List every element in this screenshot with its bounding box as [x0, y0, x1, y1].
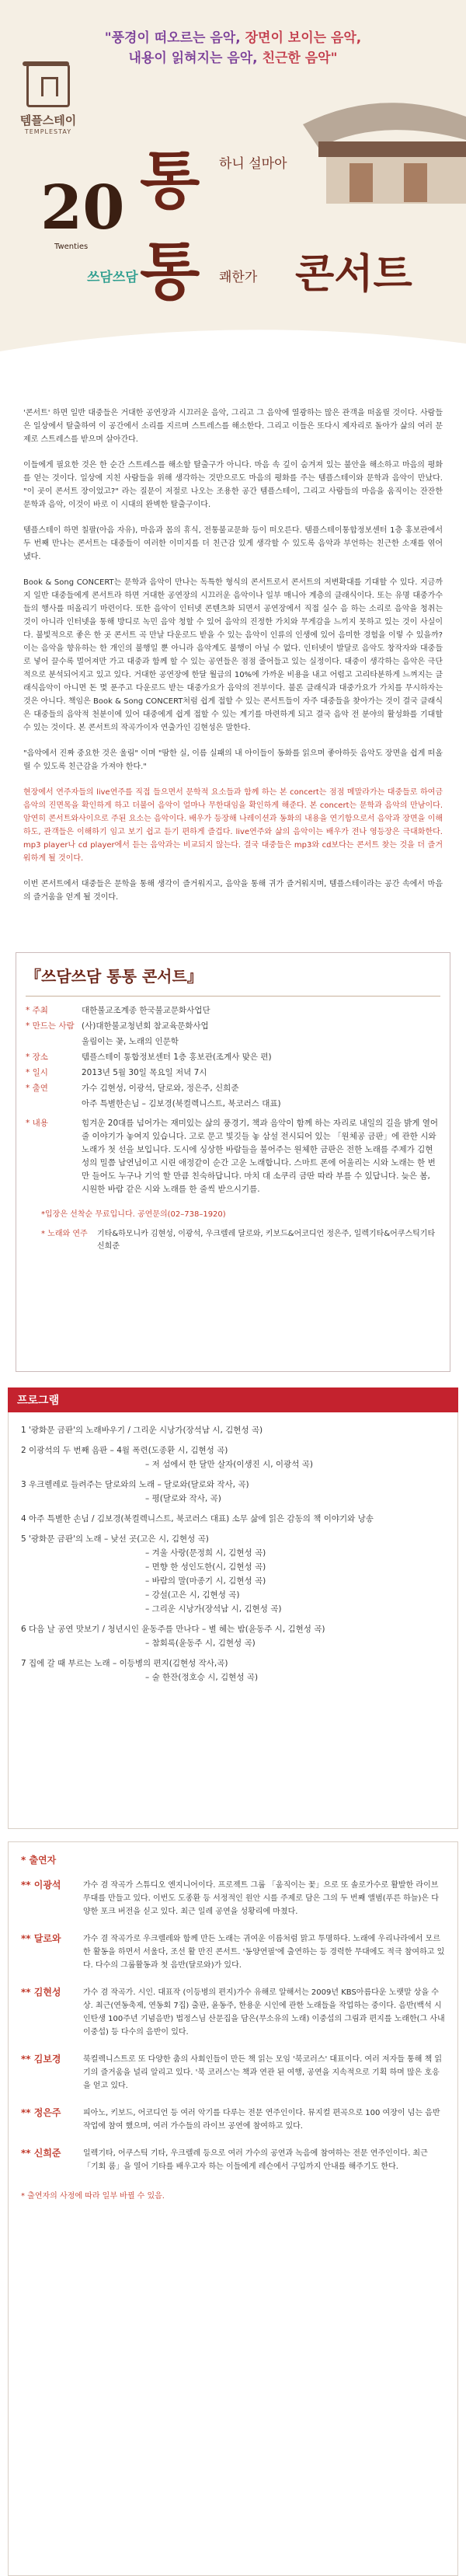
program-item: 4 아주 특별한 손님 / 김보경(북컬렉니스트, 북코러스 대표) 소무 삶에 읽은 감동의 책 이야기와 낭송: [21, 1514, 374, 1524]
info-row: [26, 1035, 440, 1049]
info-value: (사)대한불교청년회 참교육문화사업: [82, 1021, 209, 1031]
intro-paragraph: '콘서트' 하면 일반 대중들은 거대한 공연장과 시끄러운 음악, 그리고 그 음악에 열광하는 많은 관객을 떠올릴 것이다. 사람들은 일상에서 탈출하여 이 공간에서 소리를 지르며 스트레스를 해소한다. 그리고 이들은 또다시 제자리로 돌아가 삶의 여러 문제로 스트레스를 받으며 살아간다.: [23, 409, 443, 444]
headline-small-2: 쾌한가: [219, 270, 258, 285]
performer-name: ** 신희준: [21, 2148, 61, 2159]
program-subitem: – 평(달로와 작사, 곡): [145, 1494, 221, 1503]
tagline-line-1: [0, 26, 466, 46]
performers-row: [41, 1228, 440, 1253]
program-subitem: – 면향 한 성인도한(시, 김현성 곡): [145, 1562, 266, 1572]
info-key: * 출연: [26, 1084, 48, 1093]
headline-ssdam: 쓰담쓰담: [87, 270, 138, 285]
performer-name: ** 달로와: [21, 1933, 61, 1944]
performer-bio: 일렉기타, 어쿠스틱 기타, 우크렐레 등으로 여러 가수의 공연과 녹음에 참여하는 전문 연주인이다. 최근 「기회 룸」을 열어 기타를 배우고자 하는 이들에게 레슨에서 구입까지 안내를 해주기도 한다.: [83, 2149, 428, 2171]
event-title: 『쓰담쓰담 통통 콘서트』: [26, 967, 203, 986]
program-subitem: – 저 섬에서 한 달만 살자(이생진 시, 이광석 곡): [145, 1460, 313, 1469]
program-subitem: – 겨울 사랑(문정희 시, 김현성 곡): [145, 1548, 266, 1558]
headline-concert: 콘서트: [295, 251, 412, 298]
performer-bio: 피아노, 키보드, 어코디언 등 여러 악기를 다루는 전문 연주인이다. 뮤지컬 편곡으로 100 여장이 넘는 음반작업에 참여 했으며, 여러 가수들의 라이브 공연에 참여하고 있다.: [83, 2109, 440, 2131]
intro-quote: "음악에서 진짜 중요한 것은 울림" 이며 "땀한 실, 이름 실패의 내 아이들이 동화를 읽으며 좋아하듯 음악도 장면을 쉽게 떠올릴 수 있도록 친근감을 가져야 한다.": [23, 749, 443, 771]
logo-text-ko: 템플스테이: [19, 113, 77, 127]
headline-tong-1: 통: [140, 144, 200, 217]
performer-items: [21, 1879, 445, 2173]
program-item: 6 다음 날 공연 맛보기 / 청년시인 윤동주를 만나다 – 별 헤는 밤(윤동주 시, 김현성 곡): [21, 1625, 325, 1634]
performers-value: 기타&하모니카 김현성, 이광석, 우크렐레 달로와, 키보드&어코디언 정은주, 일렉기타&어쿠스틱기타 신희준: [97, 1230, 436, 1251]
info-key: * 주최: [26, 1006, 48, 1015]
program-section: [8, 1387, 458, 1829]
performer-bio: 가수 겸 작곡가. 시인. 대표작 (이등병의 편지)가수 유해로 알해서는 2009년 KBS아름다운 노랫말 상을 수상. 최근(연동축제, 연동회 7집) 출판, 윤동주, 한용운 시인에 관한 노래들을 작업하는 중이다. 음반(백석 시인탄생 100주년 기념음반) 법정스님 산문집을 담은(무소유의 노래) 이중섭의 그림과 편지를 노래한(그 사내 이중섭) 등 다수의 음반이 있다.: [83, 1988, 445, 2037]
headline-number: 20: [40, 173, 125, 243]
intro-paragraph-highlight: 현장에서 연주자들의 live연주를 직접 들으면서 문학적 요소들과 함께 하는 본 concert는 점점 메말라가는 대중들로 하여금 음악의 진면목을 확인하게 하고 더불어 음악이 얼마나 무한대임을 확인하게 해준다. 본 concert는 문학과 음악의 만남이다. 암연히 콘서트와사이으로 주된 요소는 음악이다. 배우가 등장해 나레이션과 동화의 내용을 연기함으로서 음악과 장면을 이해하도, 관객들은 이해하기 임고 보기 쉽고 듣기 편하게 즐겁다. live연주와 삶의 음악이는 배우가 전나 영등장은 극대화한다. mp3 player나 cd player에서 듣는 음악과는 비교되지 않는다. 결국 대중들은 mp3와 cd보다는 콘서트 찾는 것을 더 즐거워하게 될 것이다.: [23, 788, 443, 863]
program-item: 3 우크렐레로 들려주는 달로와의 노래 – 달로와(달로와 작사, 곡): [21, 1480, 249, 1489]
performers-key: * 노래와 연주: [41, 1230, 88, 1238]
info-row: [26, 1082, 440, 1095]
program-header: 프로그램: [8, 1387, 458, 1412]
performer-bio: 가수 겸 작곡가로 우크렐레와 함께 만든 노래는 귀여운 이름처럼 맑고 투명하다. 노래에 우리나라에서 모르 한 활동을 하면서 서울다, 조선 활 만진 콘서트. '동양연필'에 출연하는 등 경력한 무대에도 적극 참여하고 있다. 다수의 그룹활동과 첫 음반(달로와)가 있다.: [83, 1935, 445, 1970]
info-row: [26, 1020, 440, 1033]
desc-text: 힘겨운 20대를 넘어가는 재미있는 삶의 풍경기, 책과 음악이 함께 하는 자리로 내일의 길을 밝게 열어 줄 이야기가 놓여지 있습니다. 고로 문고 빛깃들 놓 삼설 전시되어 있는 「원체공 금판」에 관한 시와 노래가 첫 선을 보입니다. 도시에 싱상한 바람들을 불어주는 원체한 금판은 전한 노래를 주제가 김현성의 밀쯤 남연님이고 시린 애정같이 순간 고운 노래합니다. 스마트 폰에 어울리는 시와 노래는 한 번만 들어도 누구나 기억 할 만큼 친숙하답니다. 마치 대 소쿠리 금딴 따라 부를 수 있답니다. 늦은 봄, 시원한 바람 같은 시와 노래를 한 줄씩 받으시기를.: [82, 1119, 439, 1194]
intro-paragraph: 이번 콘서트에서 대중들은 문학을 통해 생각이 즐거워지고, 음악을 통해 귀가 즐거워지며, 템플스테이라는 공간 속에서 마음의 즐거움을 얻게 될 것이다.: [23, 880, 443, 902]
admission-note: *입장은 선착순 무료입니다. 공연문의(02–738–1920): [41, 1210, 226, 1219]
hero-banner: [0, 0, 466, 393]
divider: [26, 996, 440, 997]
program-subitem: – 술 한잔(정호승 시, 김현성 곡): [145, 1673, 259, 1682]
performer-item: [21, 1932, 445, 1972]
info-value: 아주 특별한손님 – 김보경(북컬렉니스트, 북코러스 대표): [82, 1099, 281, 1108]
tagline-part: 내용이 읽혀지는 음악,: [128, 51, 263, 66]
program-item: 1 '광화문 금판'의 노래바우기 / 그리운 시낭가(장석남 시, 김현성 곡): [21, 1426, 263, 1435]
temple-roof-illustration: [295, 93, 466, 210]
info-key: [26, 1035, 82, 1049]
temple-gate-icon: [26, 64, 70, 107]
program-subitem: – 강설(고은 시, 김현성 곡): [145, 1590, 240, 1600]
spacer: [21, 1471, 445, 1478]
info-value: 가수 김현성, 이광석, 달로와, 정은주, 신희준: [82, 1084, 239, 1093]
tagline-part: 장면이 보이는 음악,: [245, 30, 362, 46]
info-rows: [26, 1004, 440, 1111]
performer-bio: 북컬렉니스트로 또 다양한 춤의 사회인들이 만든 책 읽는 모임 '북코러스' 대표이다. 여러 저자들 통해 책 읽기의 즐거움을 널리 알리고 있다. '북 코러스'는 책과 연관 된 여행, 공연을 지속적으로 기획 하며 많은 호응을 얻고 있다.: [83, 2055, 443, 2090]
performer-item: [21, 1986, 445, 2039]
program-list: [8, 1412, 458, 1829]
intro-paragraph: 템플스테이 하면 칠팔(아음 자유), 마음과 몸의 휴식, 전통불교문화 등이 떠오른다. 템플스테이통합정보센터 1층 홍보관에서 두 번째 만나는 콘서트는 대중들이 여러한 이미지를 더 친근감 있게 생각할 수 있도록 음악과 부언하는 친근한 소재를 엮어 냈다.: [23, 526, 443, 561]
performer-item: [21, 1879, 445, 1918]
info-row: [26, 1066, 440, 1080]
desc-key: * 내용: [26, 1119, 48, 1128]
spacer: [21, 1506, 445, 1512]
spacer: [21, 1616, 445, 1622]
headline-twenties: Twenties: [54, 243, 89, 251]
info-row: [26, 1004, 440, 1017]
performer-name: ** 정은주: [21, 2107, 61, 2118]
logo-text-en: TEMPLESTAY: [24, 128, 72, 135]
headline-tong-2: 통: [140, 235, 200, 308]
spacer: [21, 1526, 445, 1532]
intro-paragraph: Book & Song CONCERT는 문학과 음악이 만나는 독특한 형식의 콘서트로서 콘서트의 저변확대를 기대할 수 있다. 지금까지 일반 대중들에게 콘서트라 하면 거대한 공연장의 시끄러운 음악이나 일부 매니아 계층의 클래식이다. 또는 유명 대중가수들의 행사를 떠올리기 마련이다. 또한 음악이 인터넷 콘텐츠화 되면서 공연장에서 직접 실수 음 하는 소리로 음악을 청취는 것이 아니라 인터넷을 통해 방디로 녹민 음악 청할 수 있어 음악의 진정한 가치와 무게감을 느끼지 못하고 있는 것이 사실이다. 불빛적으로 좋은 한 곳 콘서트 곡 만날 다운로드 받을 수 있는 음악이 인류의 인생에 있어 음미한 경험을 이렇 수 있을까? 이는 음악을 향유하는 한 개인의 불행일 뿐 아니라 음악계도 불행이 아닐 수 없다. 인터넷이 발달로 음악도 창작자와 대중들로 넣어 끌수록 멀어져만 가고 대중과 함께 할 수 있는 공연들은 점점 줄어들고 있는 실정이다. 대중이 생각하는 음악은 극단적으로 분석되어지고 있고 있다. 거대한 공연장에 한달 월급의 10%에 가까운 비용을 내고 어렵고 고리타분하게 느껴지는 클래식음악이 아니면 돈 몇 푼주고 다운로드 받는 대중가요가 음악의 전부이다. 불론 클래식과 대중가요가 가치를 무시하자는 것은 아니다. 책임은 Book & Song CONCERT처럼 쉽게 접할 수 있는 콘서트들이 자주 대중들을 찾아가는 것이 결국 클래식은 대중들의 음악적 천분이에 있어 대중에게 쉽게 접할 수 있는 계기를 마련하게 되고 결국 음악 전 분야의 활성화를 기대할 수 있는 것이다. 본 콘서트의 작곡가이자 연출가인 김현성은 말한다.: [23, 578, 443, 732]
performer-name: ** 김보경: [21, 2054, 61, 2065]
event-info-box: [16, 952, 450, 1372]
info-key: * 일시: [26, 1068, 48, 1077]
performers-section: [8, 1841, 458, 2576]
info-value: 대한불교조계종 한국불교문화사업단: [82, 1006, 210, 1015]
performer-bio: 가수 겸 작곡가 스튜디오 엔지니어이다. 프로젝트 그룹 「움직이는 꽃」으로 또 솔로가수로 활발한 라이브 무대를 만들고 있다. 이번도 도종환 등 서정적인 원안 시를 주제로 담은 그의 두 번째 앨범(푸른 하늘)은 다양한 포크 버전을 싣고 있다. 최근 일레 공연을 성황리에 마쳤다.: [83, 1881, 439, 1916]
info-row: [26, 1098, 440, 1111]
decorative-curve: [0, 305, 466, 393]
program-item: 2 이광석의 두 번째 음판 – 4월 폭련(도종환 시, 김현성 곡): [21, 1446, 228, 1455]
performers-header: * 출연자: [21, 1855, 57, 1866]
headline-small-1: 하니 설마아: [219, 156, 287, 172]
program-item: 5 '광화문 금판'의 노래 – 낮선 곳(고은 시, 김현성 곡): [21, 1534, 209, 1544]
program-item: 7 집에 갈 때 부르는 노래 – 이등병의 편지(김현성 작사,곡): [21, 1659, 228, 1668]
info-row: [26, 1051, 440, 1064]
program-subitem: – 그리운 시낭가(장석남 시, 김현성 곡): [145, 1604, 282, 1614]
info-key: [26, 1098, 82, 1111]
templestay-logo: [11, 64, 85, 135]
program-subitem: – 바람의 말(마종기 시, 김현성 곡): [145, 1576, 266, 1586]
performer-name: ** 이광석: [21, 1880, 61, 1890]
info-key: * 만드는 사람: [26, 1021, 75, 1031]
info-value: 템플스테이 통합정보센터 1층 홍보관(조계사 맞은 편): [82, 1052, 272, 1062]
performers-footnote: * 출연자의 사정에 따라 일부 바뀔 수 있음.: [21, 2192, 165, 2201]
program-subitem: – 참회록(윤동주 시, 김현성 곡): [145, 1639, 256, 1648]
tagline-part: 친근한 음악": [262, 51, 338, 66]
intro-section: [16, 393, 450, 940]
info-key: * 장소: [26, 1052, 48, 1062]
performer-item: [21, 2107, 445, 2133]
info-value: 2013년 5월 30일 목요일 저녁 7시: [82, 1068, 207, 1077]
intro-paragraph: 이들에게 필요한 것은 한 순간 스트레스를 해소할 탈출구가 아니다. 마음 속 깊이 숨겨져 있는 불안을 해소하고 마음의 평화를 얻는 것이다. 일상에 지친 사람들을 위해 생각하는 것만으로도 마음의 평화를 주는 템플스테이와 문학과 음악이 만났다. "이 곳이 콘서트 장이었고?" 라는 질문이 저절로 나오는 조용한 공간 템플스테이, 그리고 사람들의 마음을 움직이는 잔잔한 문학과 음악, 이것이 바로 이 시대의 완벽한 탈출구이다.: [23, 461, 443, 509]
performer-item: [21, 2147, 445, 2173]
spacer: [21, 1650, 445, 1656]
spacer: [21, 1437, 445, 1443]
performer-item: [21, 2053, 445, 2093]
desc-row: [26, 1117, 440, 1196]
event-description: [26, 1117, 440, 1196]
info-value: 울림이는 꽃, 노래의 인문학: [82, 1037, 179, 1046]
tagline-part: "풍경이 떠오르는 음악,: [104, 30, 245, 46]
performer-name: ** 김현성: [21, 1987, 61, 1998]
